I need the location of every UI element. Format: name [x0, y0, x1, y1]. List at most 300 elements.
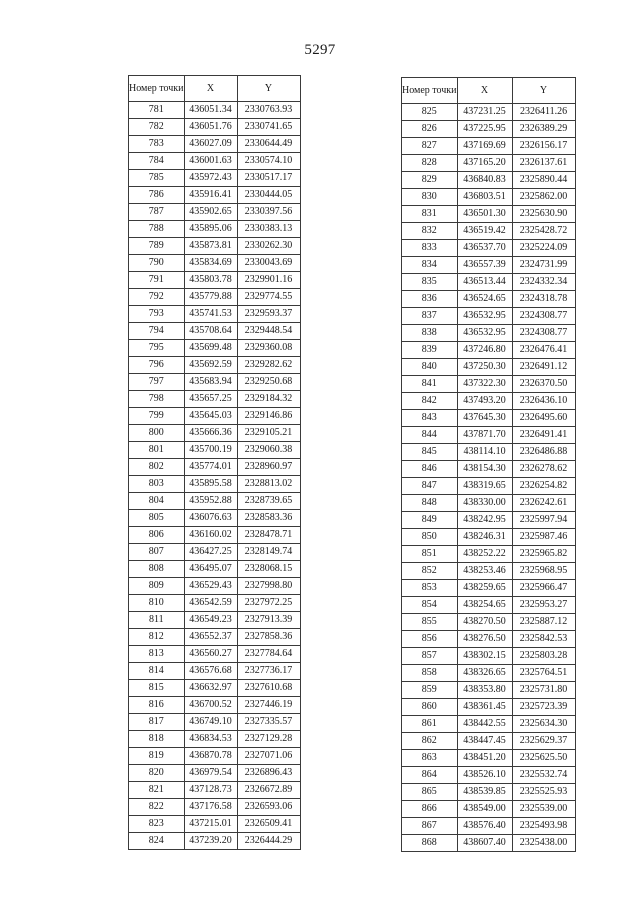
table-row	[402, 308, 576, 325]
y-coordinate-cell: 2330383.13	[237, 221, 300, 238]
y-coordinate-cell: 2329774.55	[237, 289, 300, 306]
y-coordinate-cell: 2326896.43	[237, 765, 300, 782]
point-number-cell: 813	[129, 646, 185, 663]
x-coordinate-cell: 437239.20	[184, 833, 237, 850]
point-number-cell: 805	[129, 510, 185, 527]
table-row	[129, 153, 301, 170]
y-coordinate-cell: 2325493.98	[512, 818, 575, 835]
header-x: X	[457, 78, 512, 104]
y-coordinate-cell: 2329282.62	[237, 357, 300, 374]
table-row	[129, 816, 301, 833]
y-coordinate-cell: 2326491.41	[512, 427, 575, 444]
x-coordinate-cell: 438607.40	[457, 835, 512, 852]
table-row	[129, 629, 301, 646]
table-row	[129, 663, 301, 680]
point-number-cell: 817	[129, 714, 185, 731]
x-coordinate-cell: 437871.70	[457, 427, 512, 444]
x-coordinate-cell: 437250.30	[457, 359, 512, 376]
table-row	[129, 476, 301, 493]
point-number-cell: 827	[402, 138, 458, 155]
x-coordinate-cell: 437176.58	[184, 799, 237, 816]
x-coordinate-cell: 438451.20	[457, 750, 512, 767]
table-row	[402, 648, 576, 665]
table-row	[402, 614, 576, 631]
table-row	[129, 782, 301, 799]
table-row	[402, 716, 576, 733]
x-coordinate-cell: 435916.41	[184, 187, 237, 204]
x-coordinate-cell: 438242.95	[457, 512, 512, 529]
point-number-cell: 799	[129, 408, 185, 425]
x-coordinate-cell: 436560.27	[184, 646, 237, 663]
x-coordinate-cell: 437225.95	[457, 121, 512, 138]
y-coordinate-cell: 2327913.39	[237, 612, 300, 629]
x-coordinate-cell: 436803.51	[457, 189, 512, 206]
x-coordinate-cell: 436552.37	[184, 629, 237, 646]
x-coordinate-cell: 436495.07	[184, 561, 237, 578]
x-coordinate-cell: 438549.00	[457, 801, 512, 818]
table-row	[402, 189, 576, 206]
point-number-cell: 808	[129, 561, 185, 578]
point-number-cell: 840	[402, 359, 458, 376]
table-row	[402, 155, 576, 172]
y-coordinate-cell: 2330644.49	[237, 136, 300, 153]
table-row	[129, 340, 301, 357]
x-coordinate-cell: 438447.45	[457, 733, 512, 750]
x-coordinate-cell: 437231.25	[457, 104, 512, 121]
y-coordinate-cell: 2330741.65	[237, 119, 300, 136]
point-number-cell: 815	[129, 680, 185, 697]
point-number-cell: 810	[129, 595, 185, 612]
point-number-cell: 868	[402, 835, 458, 852]
point-number-cell: 832	[402, 223, 458, 240]
point-number-cell: 782	[129, 119, 185, 136]
x-coordinate-cell: 435873.81	[184, 238, 237, 255]
x-coordinate-cell: 438302.15	[457, 648, 512, 665]
point-number-cell: 814	[129, 663, 185, 680]
table-row	[129, 391, 301, 408]
point-number-cell: 843	[402, 410, 458, 427]
y-coordinate-cell: 2325987.46	[512, 529, 575, 546]
table-row	[129, 527, 301, 544]
header-point-number: Номер точки	[129, 76, 185, 102]
x-coordinate-cell: 436632.97	[184, 680, 237, 697]
table-row	[129, 697, 301, 714]
y-coordinate-cell: 2326444.29	[237, 833, 300, 850]
point-number-cell: 831	[402, 206, 458, 223]
y-coordinate-cell: 2326137.61	[512, 155, 575, 172]
point-number-cell: 811	[129, 612, 185, 629]
y-coordinate-cell: 2325862.00	[512, 189, 575, 206]
point-number-cell: 783	[129, 136, 185, 153]
point-number-cell: 807	[129, 544, 185, 561]
y-coordinate-cell: 2326370.50	[512, 376, 575, 393]
point-number-cell: 797	[129, 374, 185, 391]
point-number-cell: 859	[402, 682, 458, 699]
x-coordinate-cell: 436001.63	[184, 153, 237, 170]
table-header-row	[402, 78, 576, 104]
point-number-cell: 851	[402, 546, 458, 563]
point-number-cell: 825	[402, 104, 458, 121]
point-number-cell: 791	[129, 272, 185, 289]
point-number-cell: 834	[402, 257, 458, 274]
y-coordinate-cell: 2330574.10	[237, 153, 300, 170]
x-coordinate-cell: 436532.95	[457, 308, 512, 325]
x-coordinate-cell: 436051.34	[184, 102, 237, 119]
table-row	[402, 631, 576, 648]
x-coordinate-cell: 435902.65	[184, 204, 237, 221]
y-coordinate-cell: 2329146.86	[237, 408, 300, 425]
x-coordinate-cell: 438526.10	[457, 767, 512, 784]
y-coordinate-cell: 2326476.41	[512, 342, 575, 359]
point-number-cell: 787	[129, 204, 185, 221]
table-row	[129, 374, 301, 391]
x-coordinate-cell: 438353.80	[457, 682, 512, 699]
x-coordinate-cell: 438252.22	[457, 546, 512, 563]
x-coordinate-cell: 435895.06	[184, 221, 237, 238]
y-coordinate-cell: 2326156.17	[512, 138, 575, 155]
y-coordinate-cell: 2325890.44	[512, 172, 575, 189]
point-number-cell: 845	[402, 444, 458, 461]
point-number-cell: 837	[402, 308, 458, 325]
table-row	[402, 342, 576, 359]
y-coordinate-cell: 2328813.02	[237, 476, 300, 493]
point-number-cell: 857	[402, 648, 458, 665]
y-coordinate-cell: 2326593.06	[237, 799, 300, 816]
x-coordinate-cell: 436501.30	[457, 206, 512, 223]
point-number-cell: 795	[129, 340, 185, 357]
point-number-cell: 823	[129, 816, 185, 833]
x-coordinate-cell: 436979.54	[184, 765, 237, 782]
table-row	[402, 495, 576, 512]
table-row	[129, 323, 301, 340]
point-number-cell: 785	[129, 170, 185, 187]
x-coordinate-cell: 437322.30	[457, 376, 512, 393]
y-coordinate-cell: 2328583.36	[237, 510, 300, 527]
y-coordinate-cell: 2325629.37	[512, 733, 575, 750]
point-number-cell: 789	[129, 238, 185, 255]
y-coordinate-cell: 2328068.15	[237, 561, 300, 578]
point-number-cell: 835	[402, 274, 458, 291]
table-row	[402, 512, 576, 529]
y-coordinate-cell: 2329901.16	[237, 272, 300, 289]
point-number-cell: 801	[129, 442, 185, 459]
page-number: 5297	[304, 42, 336, 58]
table-row	[402, 529, 576, 546]
table-row	[129, 221, 301, 238]
table-row	[129, 306, 301, 323]
table-row	[129, 561, 301, 578]
table-row	[129, 595, 301, 612]
point-number-cell: 803	[129, 476, 185, 493]
y-coordinate-cell: 2325997.94	[512, 512, 575, 529]
x-coordinate-cell: 436529.43	[184, 578, 237, 595]
x-coordinate-cell: 438114.10	[457, 444, 512, 461]
x-coordinate-cell: 437165.20	[457, 155, 512, 172]
table-row	[402, 240, 576, 257]
x-coordinate-cell: 435708.64	[184, 323, 237, 340]
y-coordinate-cell: 2326672.89	[237, 782, 300, 799]
x-coordinate-cell: 435700.19	[184, 442, 237, 459]
point-number-cell: 838	[402, 325, 458, 342]
x-coordinate-cell: 437493.20	[457, 393, 512, 410]
table-row	[402, 546, 576, 563]
point-number-cell: 844	[402, 427, 458, 444]
point-number-cell: 853	[402, 580, 458, 597]
point-number-cell: 790	[129, 255, 185, 272]
table-row	[129, 119, 301, 136]
table-row	[402, 478, 576, 495]
table-row	[129, 289, 301, 306]
y-coordinate-cell: 2326509.41	[237, 816, 300, 833]
point-number-cell: 852	[402, 563, 458, 580]
table-row	[402, 665, 576, 682]
table-row	[402, 138, 576, 155]
table-row	[402, 444, 576, 461]
y-coordinate-cell: 2327736.17	[237, 663, 300, 680]
y-coordinate-cell: 2327972.25	[237, 595, 300, 612]
point-number-cell: 841	[402, 376, 458, 393]
x-coordinate-cell: 435741.53	[184, 306, 237, 323]
table-row	[129, 102, 301, 119]
x-coordinate-cell: 435834.69	[184, 255, 237, 272]
point-number-cell: 848	[402, 495, 458, 512]
x-coordinate-cell: 436749.10	[184, 714, 237, 731]
table-row	[402, 597, 576, 614]
table-row	[402, 699, 576, 716]
y-coordinate-cell: 2326436.10	[512, 393, 575, 410]
y-coordinate-cell: 2325532.74	[512, 767, 575, 784]
table-row	[129, 408, 301, 425]
table-row	[402, 835, 576, 852]
point-number-cell: 828	[402, 155, 458, 172]
table-row	[402, 257, 576, 274]
x-coordinate-cell: 438154.30	[457, 461, 512, 478]
y-coordinate-cell: 2328478.71	[237, 527, 300, 544]
x-coordinate-cell: 435657.25	[184, 391, 237, 408]
table-row	[129, 493, 301, 510]
point-number-cell: 806	[129, 527, 185, 544]
x-coordinate-cell: 435779.88	[184, 289, 237, 306]
table-row	[129, 272, 301, 289]
point-number-cell: 846	[402, 461, 458, 478]
table-row	[402, 206, 576, 223]
y-coordinate-cell: 2324308.77	[512, 308, 575, 325]
x-coordinate-cell: 438246.31	[457, 529, 512, 546]
x-coordinate-cell: 436537.70	[457, 240, 512, 257]
y-coordinate-cell: 2330517.17	[237, 170, 300, 187]
y-coordinate-cell: 2329184.32	[237, 391, 300, 408]
y-coordinate-cell: 2325803.28	[512, 648, 575, 665]
table-row	[129, 748, 301, 765]
table-row	[402, 172, 576, 189]
x-coordinate-cell: 438326.65	[457, 665, 512, 682]
y-coordinate-cell: 2329060.38	[237, 442, 300, 459]
point-number-cell: 796	[129, 357, 185, 374]
point-number-cell: 849	[402, 512, 458, 529]
point-number-cell: 839	[402, 342, 458, 359]
y-coordinate-cell: 2325887.12	[512, 614, 575, 631]
y-coordinate-cell: 2325953.27	[512, 597, 575, 614]
point-number-cell: 809	[129, 578, 185, 595]
x-coordinate-cell: 435895.58	[184, 476, 237, 493]
x-coordinate-cell: 437645.30	[457, 410, 512, 427]
point-number-cell: 855	[402, 614, 458, 631]
point-number-cell: 794	[129, 323, 185, 340]
point-number-cell: 781	[129, 102, 185, 119]
table-row	[129, 187, 301, 204]
x-coordinate-cell: 436532.95	[457, 325, 512, 342]
table-row	[129, 510, 301, 527]
y-coordinate-cell: 2326491.12	[512, 359, 575, 376]
x-coordinate-cell: 436557.39	[457, 257, 512, 274]
table-row	[402, 427, 576, 444]
table-row	[402, 274, 576, 291]
table-row	[129, 170, 301, 187]
table-row	[129, 714, 301, 731]
table-row	[402, 291, 576, 308]
y-coordinate-cell: 2327858.36	[237, 629, 300, 646]
point-number-cell: 864	[402, 767, 458, 784]
point-number-cell: 847	[402, 478, 458, 495]
table-row	[402, 325, 576, 342]
table-row	[402, 750, 576, 767]
y-coordinate-cell: 2325965.82	[512, 546, 575, 563]
table-row	[129, 680, 301, 697]
x-coordinate-cell: 436027.09	[184, 136, 237, 153]
x-coordinate-cell: 435952.88	[184, 493, 237, 510]
table-row	[402, 818, 576, 835]
y-coordinate-cell: 2330262.30	[237, 238, 300, 255]
x-coordinate-cell: 438276.50	[457, 631, 512, 648]
point-number-cell: 792	[129, 289, 185, 306]
x-coordinate-cell: 435692.59	[184, 357, 237, 374]
y-coordinate-cell: 2325764.51	[512, 665, 575, 682]
y-coordinate-cell: 2328739.65	[237, 493, 300, 510]
table-row	[402, 767, 576, 784]
y-coordinate-cell: 2327129.28	[237, 731, 300, 748]
table-row	[402, 461, 576, 478]
x-coordinate-cell: 438539.85	[457, 784, 512, 801]
x-coordinate-cell: 435666.36	[184, 425, 237, 442]
y-coordinate-cell: 2328149.74	[237, 544, 300, 561]
point-number-cell: 842	[402, 393, 458, 410]
table-row	[402, 801, 576, 818]
y-coordinate-cell: 2326278.62	[512, 461, 575, 478]
point-number-cell: 822	[129, 799, 185, 816]
x-coordinate-cell: 436051.76	[184, 119, 237, 136]
y-coordinate-cell: 2324318.78	[512, 291, 575, 308]
x-coordinate-cell: 438253.46	[457, 563, 512, 580]
y-coordinate-cell: 2327071.06	[237, 748, 300, 765]
x-coordinate-cell: 438319.65	[457, 478, 512, 495]
y-coordinate-cell: 2326495.60	[512, 410, 575, 427]
point-number-cell: 867	[402, 818, 458, 835]
table-body	[402, 104, 576, 852]
point-number-cell: 836	[402, 291, 458, 308]
x-coordinate-cell: 438330.00	[457, 495, 512, 512]
x-coordinate-cell: 436160.02	[184, 527, 237, 544]
point-number-cell: 824	[129, 833, 185, 850]
y-coordinate-cell: 2325525.93	[512, 784, 575, 801]
x-coordinate-cell: 438270.50	[457, 614, 512, 631]
point-number-cell: 793	[129, 306, 185, 323]
table-row	[402, 376, 576, 393]
point-number-cell: 826	[402, 121, 458, 138]
x-coordinate-cell: 435645.03	[184, 408, 237, 425]
y-coordinate-cell: 2325630.90	[512, 206, 575, 223]
x-coordinate-cell: 438361.45	[457, 699, 512, 716]
x-coordinate-cell: 436870.78	[184, 748, 237, 765]
coordinates-table-right	[401, 77, 576, 852]
point-number-cell: 858	[402, 665, 458, 682]
y-coordinate-cell: 2326411.26	[512, 104, 575, 121]
table-row	[402, 410, 576, 427]
point-number-cell: 820	[129, 765, 185, 782]
x-coordinate-cell: 436549.23	[184, 612, 237, 629]
table-row	[129, 612, 301, 629]
header-point-number: Номер точки	[402, 78, 458, 104]
point-number-cell: 798	[129, 391, 185, 408]
x-coordinate-cell: 435774.01	[184, 459, 237, 476]
y-coordinate-cell: 2328960.97	[237, 459, 300, 476]
y-coordinate-cell: 2327335.57	[237, 714, 300, 731]
table-body	[129, 102, 301, 850]
y-coordinate-cell: 2326254.82	[512, 478, 575, 495]
header-y: Y	[237, 76, 300, 102]
header-y: Y	[512, 78, 575, 104]
x-coordinate-cell: 436513.44	[457, 274, 512, 291]
y-coordinate-cell: 2326242.61	[512, 495, 575, 512]
point-number-cell: 786	[129, 187, 185, 204]
y-coordinate-cell: 2325966.47	[512, 580, 575, 597]
x-coordinate-cell: 437215.01	[184, 816, 237, 833]
y-coordinate-cell: 2330444.05	[237, 187, 300, 204]
x-coordinate-cell: 435803.78	[184, 272, 237, 289]
y-coordinate-cell: 2327998.80	[237, 578, 300, 595]
table-row	[129, 799, 301, 816]
table-row	[402, 733, 576, 750]
y-coordinate-cell: 2329593.37	[237, 306, 300, 323]
point-number-cell: 861	[402, 716, 458, 733]
y-coordinate-cell: 2324308.77	[512, 325, 575, 342]
table-row	[402, 393, 576, 410]
x-coordinate-cell: 436834.53	[184, 731, 237, 748]
x-coordinate-cell: 436519.42	[457, 223, 512, 240]
x-coordinate-cell: 438576.40	[457, 818, 512, 835]
y-coordinate-cell: 2327610.68	[237, 680, 300, 697]
x-coordinate-cell: 438254.65	[457, 597, 512, 614]
table-row	[402, 223, 576, 240]
table-row	[129, 442, 301, 459]
x-coordinate-cell: 436840.83	[457, 172, 512, 189]
x-coordinate-cell: 437169.69	[457, 138, 512, 155]
table-row	[129, 459, 301, 476]
y-coordinate-cell: 2325968.95	[512, 563, 575, 580]
point-number-cell: 833	[402, 240, 458, 257]
table-row	[129, 544, 301, 561]
table-row	[402, 104, 576, 121]
point-number-cell: 788	[129, 221, 185, 238]
point-number-cell: 816	[129, 697, 185, 714]
point-number-cell: 860	[402, 699, 458, 716]
point-number-cell: 800	[129, 425, 185, 442]
table-row	[129, 578, 301, 595]
point-number-cell: 819	[129, 748, 185, 765]
x-coordinate-cell: 437128.73	[184, 782, 237, 799]
point-number-cell: 802	[129, 459, 185, 476]
y-coordinate-cell: 2325625.50	[512, 750, 575, 767]
y-coordinate-cell: 2325428.72	[512, 223, 575, 240]
